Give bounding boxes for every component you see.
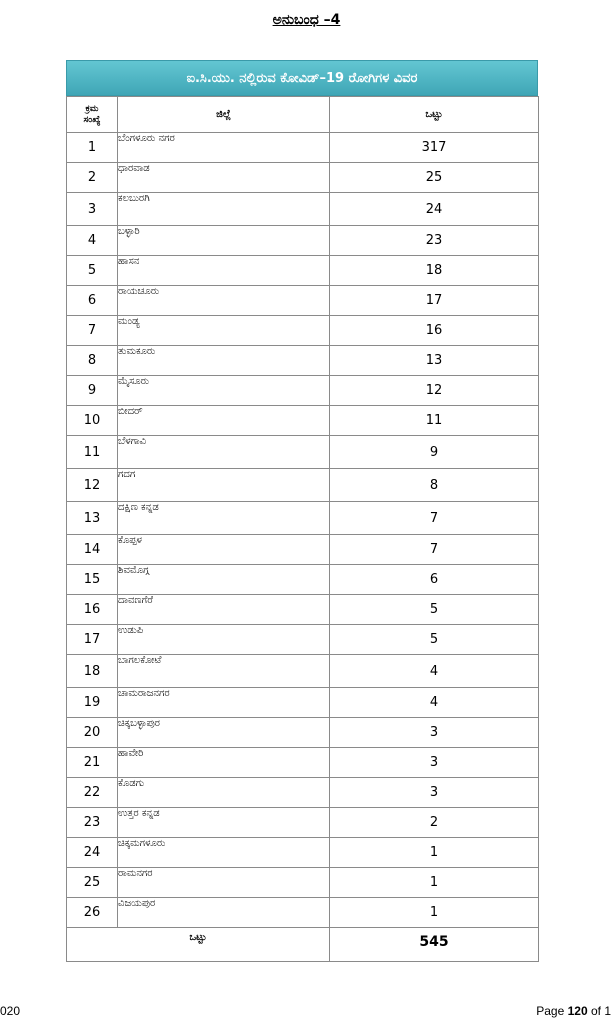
footer-page-number [536, 1004, 611, 1018]
district-name-cell: ವಿಜಯಪುರ [118, 898, 330, 928]
district-column-header: ಜಿಲ್ಲೆ [118, 97, 330, 133]
page-suffix: of 1 [587, 1004, 611, 1018]
serial-number-cell: 4 [67, 226, 118, 256]
patient-count-cell: 2 [330, 808, 539, 838]
district-name-cell: ಹಾಸನ [118, 256, 330, 286]
serial-number-cell: 15 [67, 565, 118, 595]
table-header-row [67, 97, 539, 133]
footer-date-fragment: 020 [0, 1004, 21, 1018]
table-row [67, 898, 539, 928]
icu-patients-table [66, 96, 539, 962]
table-row [67, 376, 539, 406]
patient-count-cell: 5 [330, 595, 539, 625]
table-row [67, 316, 539, 346]
district-name-cell: ಕೊಡಗು [118, 778, 330, 808]
district-name-cell: ಧಾರವಾಡ [118, 163, 330, 193]
patient-count-cell: 16 [330, 316, 539, 346]
serial-number-cell: 6 [67, 286, 118, 316]
serial-column-header [67, 97, 118, 133]
serial-number-cell: 3 [67, 193, 118, 226]
district-name-cell: ಉಡುಪಿ [118, 625, 330, 655]
table-row [67, 469, 539, 502]
table-row [67, 436, 539, 469]
total-row [67, 928, 539, 962]
district-name-cell: ಮಂಡ್ಯ [118, 316, 330, 346]
serial-number-cell: 5 [67, 256, 118, 286]
district-name-cell: ಮೈಸೂರು [118, 376, 330, 406]
table-row [67, 688, 539, 718]
district-name-cell: ಬಳ್ಳಾರಿ [118, 226, 330, 256]
patient-count-cell: 5 [330, 625, 539, 655]
district-name-cell: ಗದಗ [118, 469, 330, 502]
patient-count-cell: 7 [330, 502, 539, 535]
table-row [67, 286, 539, 316]
serial-number-cell: 20 [67, 718, 118, 748]
table-row [67, 838, 539, 868]
patient-count-cell: 17 [330, 286, 539, 316]
serial-number-cell: 9 [67, 376, 118, 406]
patient-count-cell: 23 [330, 226, 539, 256]
serial-number-cell: 2 [67, 163, 118, 193]
district-name-cell: ಹಾವೇರಿ [118, 748, 330, 778]
table-row [67, 226, 539, 256]
table-row [67, 406, 539, 436]
district-name-cell: ಕಲಬುರಗಿ [118, 193, 330, 226]
patient-count-cell: 13 [330, 346, 539, 376]
serial-number-cell: 18 [67, 655, 118, 688]
district-name-cell: ರಾಯಚೂರು [118, 286, 330, 316]
serial-number-cell: 1 [67, 133, 118, 163]
table-row [67, 718, 539, 748]
patient-count-cell: 317 [330, 133, 539, 163]
serial-number-cell: 26 [67, 898, 118, 928]
table-title-banner: ಐ.ಸಿ.ಯು. ನಲ್ಲಿರುವ ಕೋವಿಡ್–19 ರೋಗಿಗಳ ವಿವರ [66, 60, 538, 96]
serial-header-line1: ಕ್ರಮ [85, 103, 99, 114]
district-name-cell: ಕೊಪ್ಪಳ [118, 535, 330, 565]
district-name-cell: ಬೆಳಗಾವಿ [118, 436, 330, 469]
district-name-cell: ದಕ್ಷಿಣ ಕನ್ನಡ [118, 502, 330, 535]
district-name-cell: ಶಿವಮೊಗ್ಗ [118, 565, 330, 595]
serial-number-cell: 8 [67, 346, 118, 376]
page-number: 120 [567, 1004, 588, 1018]
table-row [67, 163, 539, 193]
serial-number-cell: 24 [67, 838, 118, 868]
table-row [67, 778, 539, 808]
district-name-cell: ದಾವಣಗೆರೆ [118, 595, 330, 625]
table-row [67, 502, 539, 535]
district-name-cell: ಉತ್ತರ ಕನ್ನಡ [118, 808, 330, 838]
district-name-cell: ರಾಮನಗರ [118, 868, 330, 898]
patient-count-cell: 11 [330, 406, 539, 436]
patient-count-cell: 1 [330, 898, 539, 928]
district-name-cell: ಬೀದರ್ [118, 406, 330, 436]
serial-number-cell: 22 [67, 778, 118, 808]
table-row [67, 595, 539, 625]
patient-count-cell: 12 [330, 376, 539, 406]
table-row [67, 256, 539, 286]
serial-number-cell: 11 [67, 436, 118, 469]
patient-count-cell: 8 [330, 469, 539, 502]
serial-number-cell: 14 [67, 535, 118, 565]
table-row [67, 808, 539, 838]
patient-count-cell: 3 [330, 718, 539, 748]
total-value: 545 [330, 928, 539, 962]
serial-number-cell: 10 [67, 406, 118, 436]
serial-number-cell: 17 [67, 625, 118, 655]
table-row [67, 133, 539, 163]
patient-count-cell: 1 [330, 868, 539, 898]
serial-number-cell: 16 [67, 595, 118, 625]
page-prefix: Page [536, 1004, 568, 1018]
table-row [67, 625, 539, 655]
patient-count-cell: 25 [330, 163, 539, 193]
patient-count-cell: 1 [330, 838, 539, 868]
serial-number-cell: 12 [67, 469, 118, 502]
table-row [67, 346, 539, 376]
serial-number-cell: 7 [67, 316, 118, 346]
district-name-cell: ಚಾಮರಾಜನಗರ [118, 688, 330, 718]
district-name-cell: ಬೆಂಗಳೂರು ನಗರ [118, 133, 330, 163]
district-name-cell: ತುಮಕೂರು [118, 346, 330, 376]
serial-number-cell: 25 [67, 868, 118, 898]
patient-count-cell: 4 [330, 688, 539, 718]
patient-count-cell: 24 [330, 193, 539, 226]
patient-count-cell: 9 [330, 436, 539, 469]
district-name-cell: ಚಿಕ್ಕಮಗಳೂರು [118, 838, 330, 868]
table-row [67, 868, 539, 898]
total-column-header: ಒಟ್ಟು [330, 97, 539, 133]
district-name-cell: ಚಿಕ್ಕಬಳ್ಳಾಪುರ [118, 718, 330, 748]
patient-count-cell: 3 [330, 778, 539, 808]
patient-count-cell: 3 [330, 748, 539, 778]
page-heading: ಅನುಬಂಧ –4 [272, 12, 341, 28]
patient-count-cell: 7 [330, 535, 539, 565]
serial-number-cell: 21 [67, 748, 118, 778]
table-row [67, 655, 539, 688]
serial-header-line2: ಸಂಖ್ಯೆ [83, 114, 101, 125]
serial-number-cell: 19 [67, 688, 118, 718]
serial-number-cell: 13 [67, 502, 118, 535]
table-row [67, 565, 539, 595]
patient-count-cell: 18 [330, 256, 539, 286]
patient-count-cell: 4 [330, 655, 539, 688]
table-row [67, 535, 539, 565]
district-name-cell: ಬಾಗಲಕೋಟೆ [118, 655, 330, 688]
table-row [67, 193, 539, 226]
table-row [67, 748, 539, 778]
serial-number-cell: 23 [67, 808, 118, 838]
patient-count-cell: 6 [330, 565, 539, 595]
total-label: ಒಟ್ಟು [67, 928, 330, 962]
